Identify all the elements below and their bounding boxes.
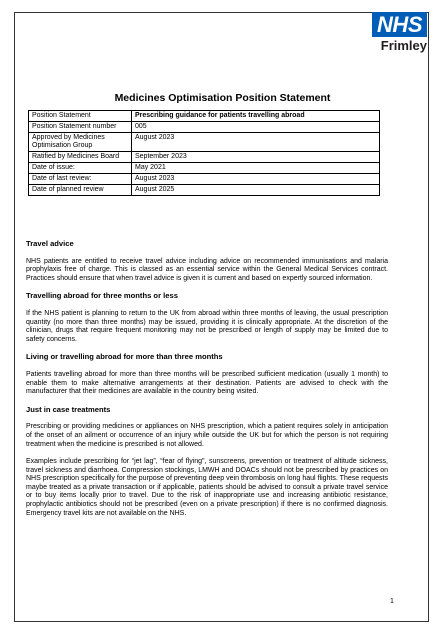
table-row [29,122,380,133]
table-key: Date of issue: [29,163,132,174]
table-value: August 2023 [132,174,380,185]
position-statement-table [28,110,380,196]
table-value: Prescribing guidance for patients travelling abroad [132,111,380,122]
table-value: September 2023 [132,152,380,163]
table-value: August 2023 [132,133,380,152]
table-row [29,111,380,122]
table-value: 005 [132,122,380,133]
table-row [29,185,380,196]
section-paragraph: Prescribing or providing medicines or appliances on NHS prescription, which a patient requires solely in anticipation of the onset of an ailment or occurrence of an injury while outside the UK but for which the person is not requiring treatment when the medicine is prescribed is not allowed. [26,423,388,448]
section-paragraph: Patients travelling abroad for more than three months will be prescribed sufficient medication (usually 1 month) to enable them to make alternative arrangements at their destination. Patients are advised to check with the manufacturer that their medicines are available in the country being visited. [26,370,388,396]
section-heading-travel-advice: Travel advice [26,239,74,248]
table-key: Ratified by Medicines Board [29,152,132,163]
table-value: August 2025 [132,185,380,196]
document-title: Medicines Optimisation Position Statement [114,92,331,104]
section-heading-three-months-or-less: Travelling abroad for three months or less [26,291,178,301]
table-value: May 2021 [132,163,380,174]
nhs-trust-name: Frimley [380,38,427,53]
table-row [29,174,380,185]
section-paragraph: NHS patients are entitled to receive travel advice including advice on recommended immunisations and malaria prophylaxis free of charge. This is classed as an essential service within the General Medical Services contract. Practices should ensure that when travel advice is given it is current and based on expertly sourced information. [26,257,388,282]
section-paragraph: If the NHS patient is planning to return to the UK from abroad within three months of leaving, the usual prescription quantity (no more than three months) may be issued, providing it is clinically appropriate. At the discretion of the clinician, drugs that require frequent monitoring may not be prescribed or length of supply may be limited due to safety concerns. [26,309,388,343]
page-number: 1 [390,598,394,605]
table-row [29,152,380,163]
nhs-logo [355,12,427,53]
table-row [29,163,380,174]
table-key: Position Statement number [29,122,132,133]
section-paragraph: Examples include prescribing for “jet lag”, “fear of flying”, sunscreens, prevention or treatment of altitude sickness, travel sickness and diarrhoea. Compression stockings, LMWH and DOACs should not be prescribed by practices on NHS prescription specifically for the purpose of preventing deep vein thrombosis on long haul flights. These requests maybe treated as a private transaction or if applicable, patients should be advised to consult a private travel service or to buy items locally prior to travel. Due to the risk of inappropriate use and increasing antibiotic resistance, prophylactic antibiotics should not be prescribed (even on a private prescription) if there is no confirmed diagnosis. Emergency travel kits are not available on the NHS. [26,458,388,517]
table-key: Position Statement [29,111,132,122]
nhs-logo-mark: NHS [372,12,427,37]
table-key: Date of planned review [29,185,132,196]
table-key: Date of last review: [29,174,132,185]
table-row [29,133,380,152]
section-heading-more-than-three-months: Living or travelling abroad for more than three months [26,352,223,362]
section-heading-just-in-case: Just in case treatments [26,404,111,414]
table-key: Approved by Medicines Optimisation Group [29,133,132,152]
document-body [26,240,388,527]
